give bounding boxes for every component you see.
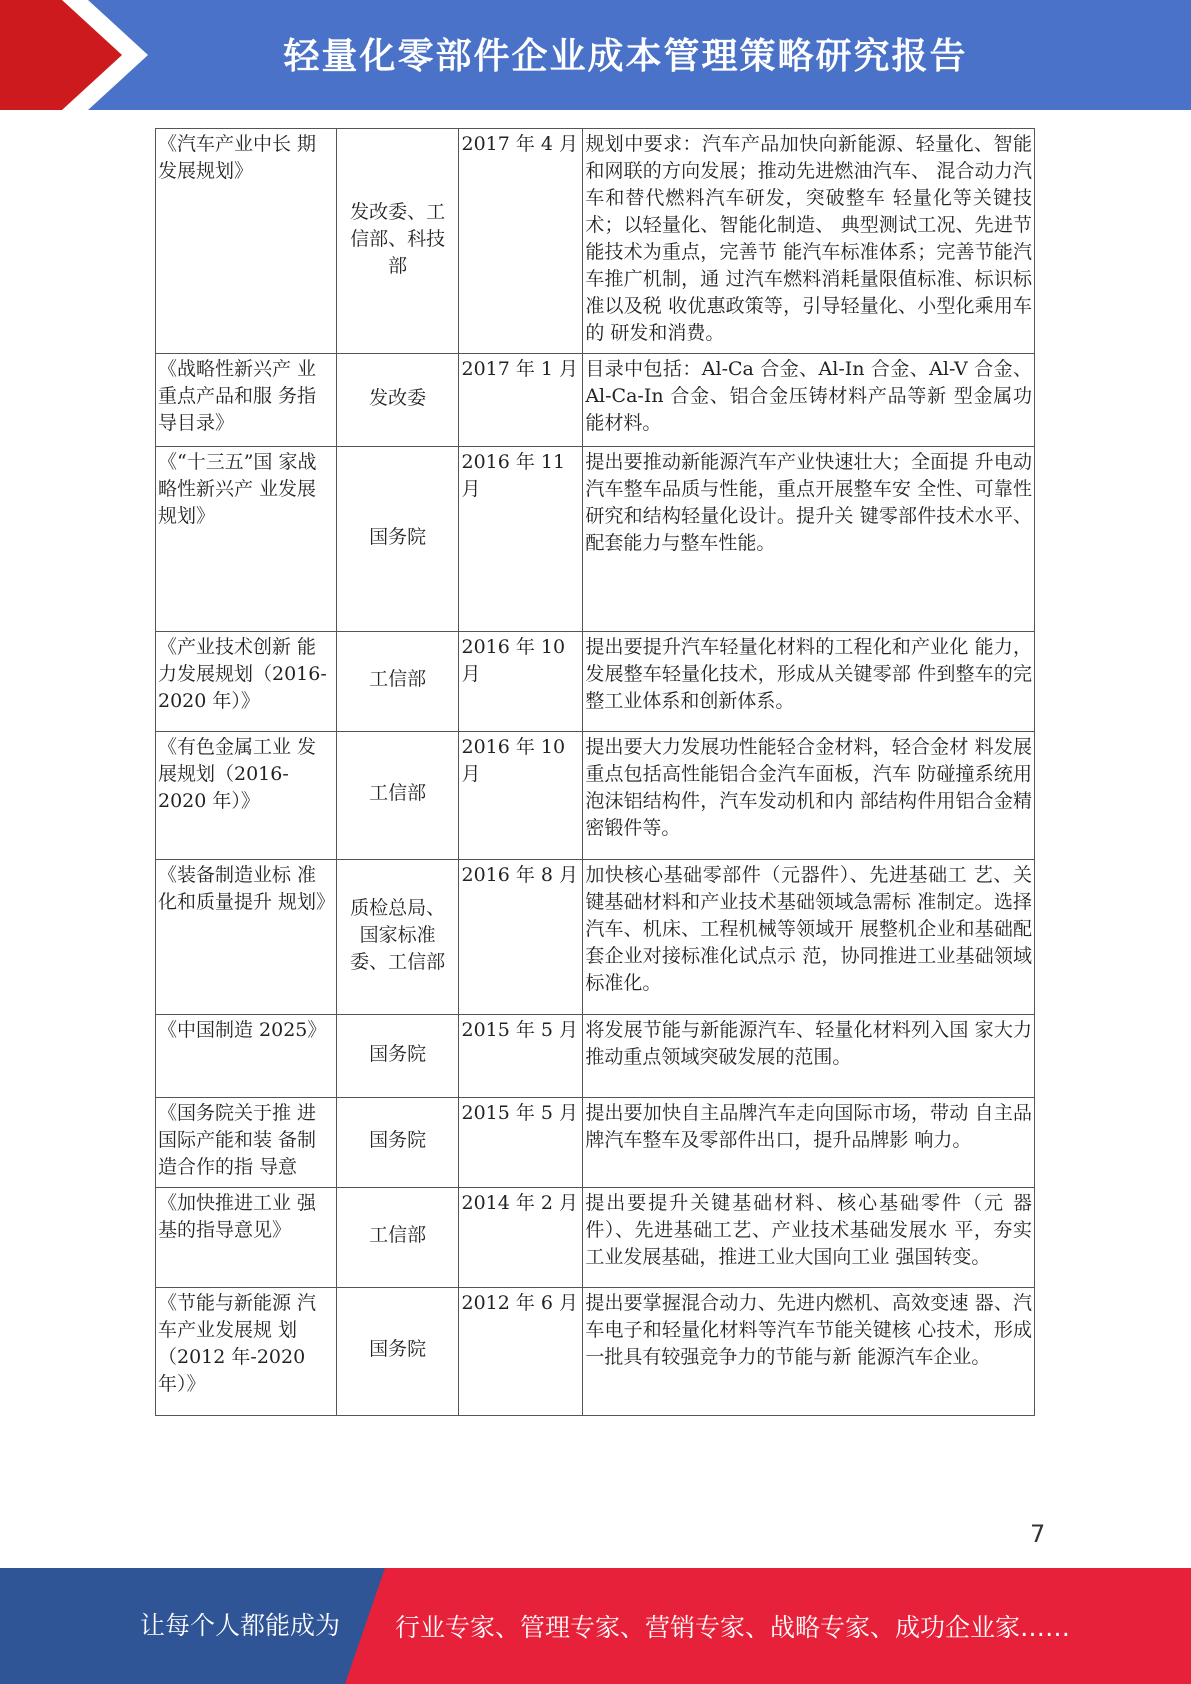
date-cell: 2016 年 11 月 — [459, 447, 583, 632]
description-cell: 加快核心基础零部件（元器件）、先进基础工 艺、关键基础材料和产业技术基础领域急需标 准制定。选择汽车、机床、工程机械等领域开 展整机企业和基础配套企业对接标准化试点示 范，协同推进工业基础领域标准化。 — [583, 860, 1035, 1015]
table-row — [156, 860, 1035, 1015]
date-cell: 2012 年 6 月 — [459, 1288, 583, 1416]
policy-name-cell: 《国务院关于推 进国际产能和装 备制造合作的指 导意 — [156, 1098, 337, 1188]
table-row — [156, 447, 1035, 632]
table-row — [156, 129, 1035, 354]
department-cell: 质检总局、国家标准委、工信部 — [336, 860, 459, 1015]
policy-name-cell: 《中国制造 2025》 — [156, 1015, 337, 1098]
date-cell: 2015 年 5 月 — [459, 1098, 583, 1188]
date-cell: 2014 年 2 月 — [459, 1188, 583, 1288]
date-cell: 2016 年 8 月 — [459, 860, 583, 1015]
report-title: 轻量化零部件企业成本管理策略研究报告 — [283, 35, 968, 77]
table-row — [156, 354, 1035, 447]
table-row — [156, 1098, 1035, 1188]
date-cell: 2017 年 4 月 — [459, 129, 583, 354]
description-cell: 规划中要求：汽车产品加快向新能源、轻量化、智能和网联的方向发展；推动先进燃油汽车、 混合动力汽车和替代燃料汽车研发，突破整车 轻量化等关键技术；以轻量化、智能化制造、 典型测试工况、先进节能技术为重点，完善节 能汽车标准体系；完善节能汽车推广机制，通 过汽车燃料消耗量限值标准、标识标准以及税 收优惠政策等，引导轻量化、小型化乘用车的 研发和消费。 — [583, 129, 1035, 354]
description-cell: 提出要掌握混合动力、先进内燃机、高效变速 器、汽车电子和轻量化材料等汽车节能关键核 心技术，形成一批具有较强竞争力的节能与新 能源汽车企业。 — [583, 1288, 1035, 1416]
page-header — [0, 0, 1191, 110]
department-cell: 工信部 — [336, 732, 459, 860]
department-cell: 国务院 — [336, 1288, 459, 1416]
table-row — [156, 1188, 1035, 1288]
table-row — [156, 1288, 1035, 1416]
page-footer — [0, 1568, 1191, 1684]
footer-slogan-left: 让每个人都能成为 — [140, 1611, 341, 1640]
policy-name-cell: 《装备制造业标 准化和质量提升 规划》 — [156, 860, 337, 1015]
department-cell: 工信部 — [336, 632, 459, 732]
date-cell: 2017 年 1 月 — [459, 354, 583, 447]
description-cell: 提出要推动新能源汽车产业快速壮大；全面提 升电动汽车整车品质与性能，重点开展整车安 全性、可靠性研究和结构轻量化设计。提升关 键零部件技术水平、配套能力与整车性能。 — [583, 447, 1035, 632]
department-cell: 发改委 — [336, 354, 459, 447]
description-cell: 提出要提升汽车轻量化材料的工程化和产业化 能力，发展整车轻量化技术，形成从关键零部 件到整车的完整工业体系和创新体系。 — [583, 632, 1035, 732]
policy-name-cell: 《战略性新兴产 业重点产品和服 务指导目录》 — [156, 354, 337, 447]
department-cell: 发改委、工信部、科技部 — [336, 129, 459, 354]
policy-name-cell: 《加快推进工业 强基的指导意见》 — [156, 1188, 337, 1288]
date-cell: 2015 年 5 月 — [459, 1015, 583, 1098]
department-cell: 工信部 — [336, 1188, 459, 1288]
department-cell: 国务院 — [336, 1098, 459, 1188]
department-cell: 国务院 — [336, 1015, 459, 1098]
department-cell: 国务院 — [336, 447, 459, 632]
footer-slogan-right: 行业专家、管理专家、营销专家、战略专家、成功企业家…… — [395, 1613, 1071, 1642]
description-cell: 提出要提升关键基础材料、核心基础零件（元 器件）、先进基础工艺、产业技术基础发展水 平，夯实工业发展基础，推进工业大国向工业 强国转变。 — [583, 1188, 1035, 1288]
date-cell: 2016 年 10 月 — [459, 632, 583, 732]
policy-name-cell: 《汽车产业中长 期发展规划》 — [156, 129, 337, 354]
description-cell: 提出要加快自主品牌汽车走向国际市场，带动 自主品牌汽车整车及零部件出口，提升品牌影 响力。 — [583, 1098, 1035, 1188]
date-cell: 2016 年 10 月 — [459, 732, 583, 860]
table-row — [156, 732, 1035, 860]
table-row — [156, 632, 1035, 732]
description-cell: 将发展节能与新能源汽车、轻量化材料列入国 家大力推动重点领域突破发展的范围。 — [583, 1015, 1035, 1098]
policy-name-cell: 《有色金属工业 发展规划（2016-2020 年）》 — [156, 732, 337, 860]
description-cell: 提出要大力发展功性能轻合金材料，轻合金材 料发展重点包括高性能铝合金汽车面板，汽车 防碰撞系统用泡沫铝结构件，汽车发动机和内 部结构件用铝合金精密锻件等。 — [583, 732, 1035, 860]
red-arrow-graphic — [0, 0, 160, 110]
description-cell: 目录中包括：Al-Ca 合金、Al-In 合金、Al-V 合金、Al-Ca-In 合金、铝合金压铸材料产品等新 型金属功能材料。 — [583, 354, 1035, 447]
page-number: 7 — [1030, 1520, 1046, 1548]
policy-name-cell: 《“十三五”国 家战略性新兴产 业发展规划》 — [156, 447, 337, 632]
table-row — [156, 1015, 1035, 1098]
policy-name-cell: 《节能与新能源 汽车产业发展规 划（2012 年-2020 年）》 — [156, 1288, 337, 1416]
policy-table — [155, 128, 1035, 1416]
policy-name-cell: 《产业技术创新 能力发展规划（2016-2020 年）》 — [156, 632, 337, 732]
